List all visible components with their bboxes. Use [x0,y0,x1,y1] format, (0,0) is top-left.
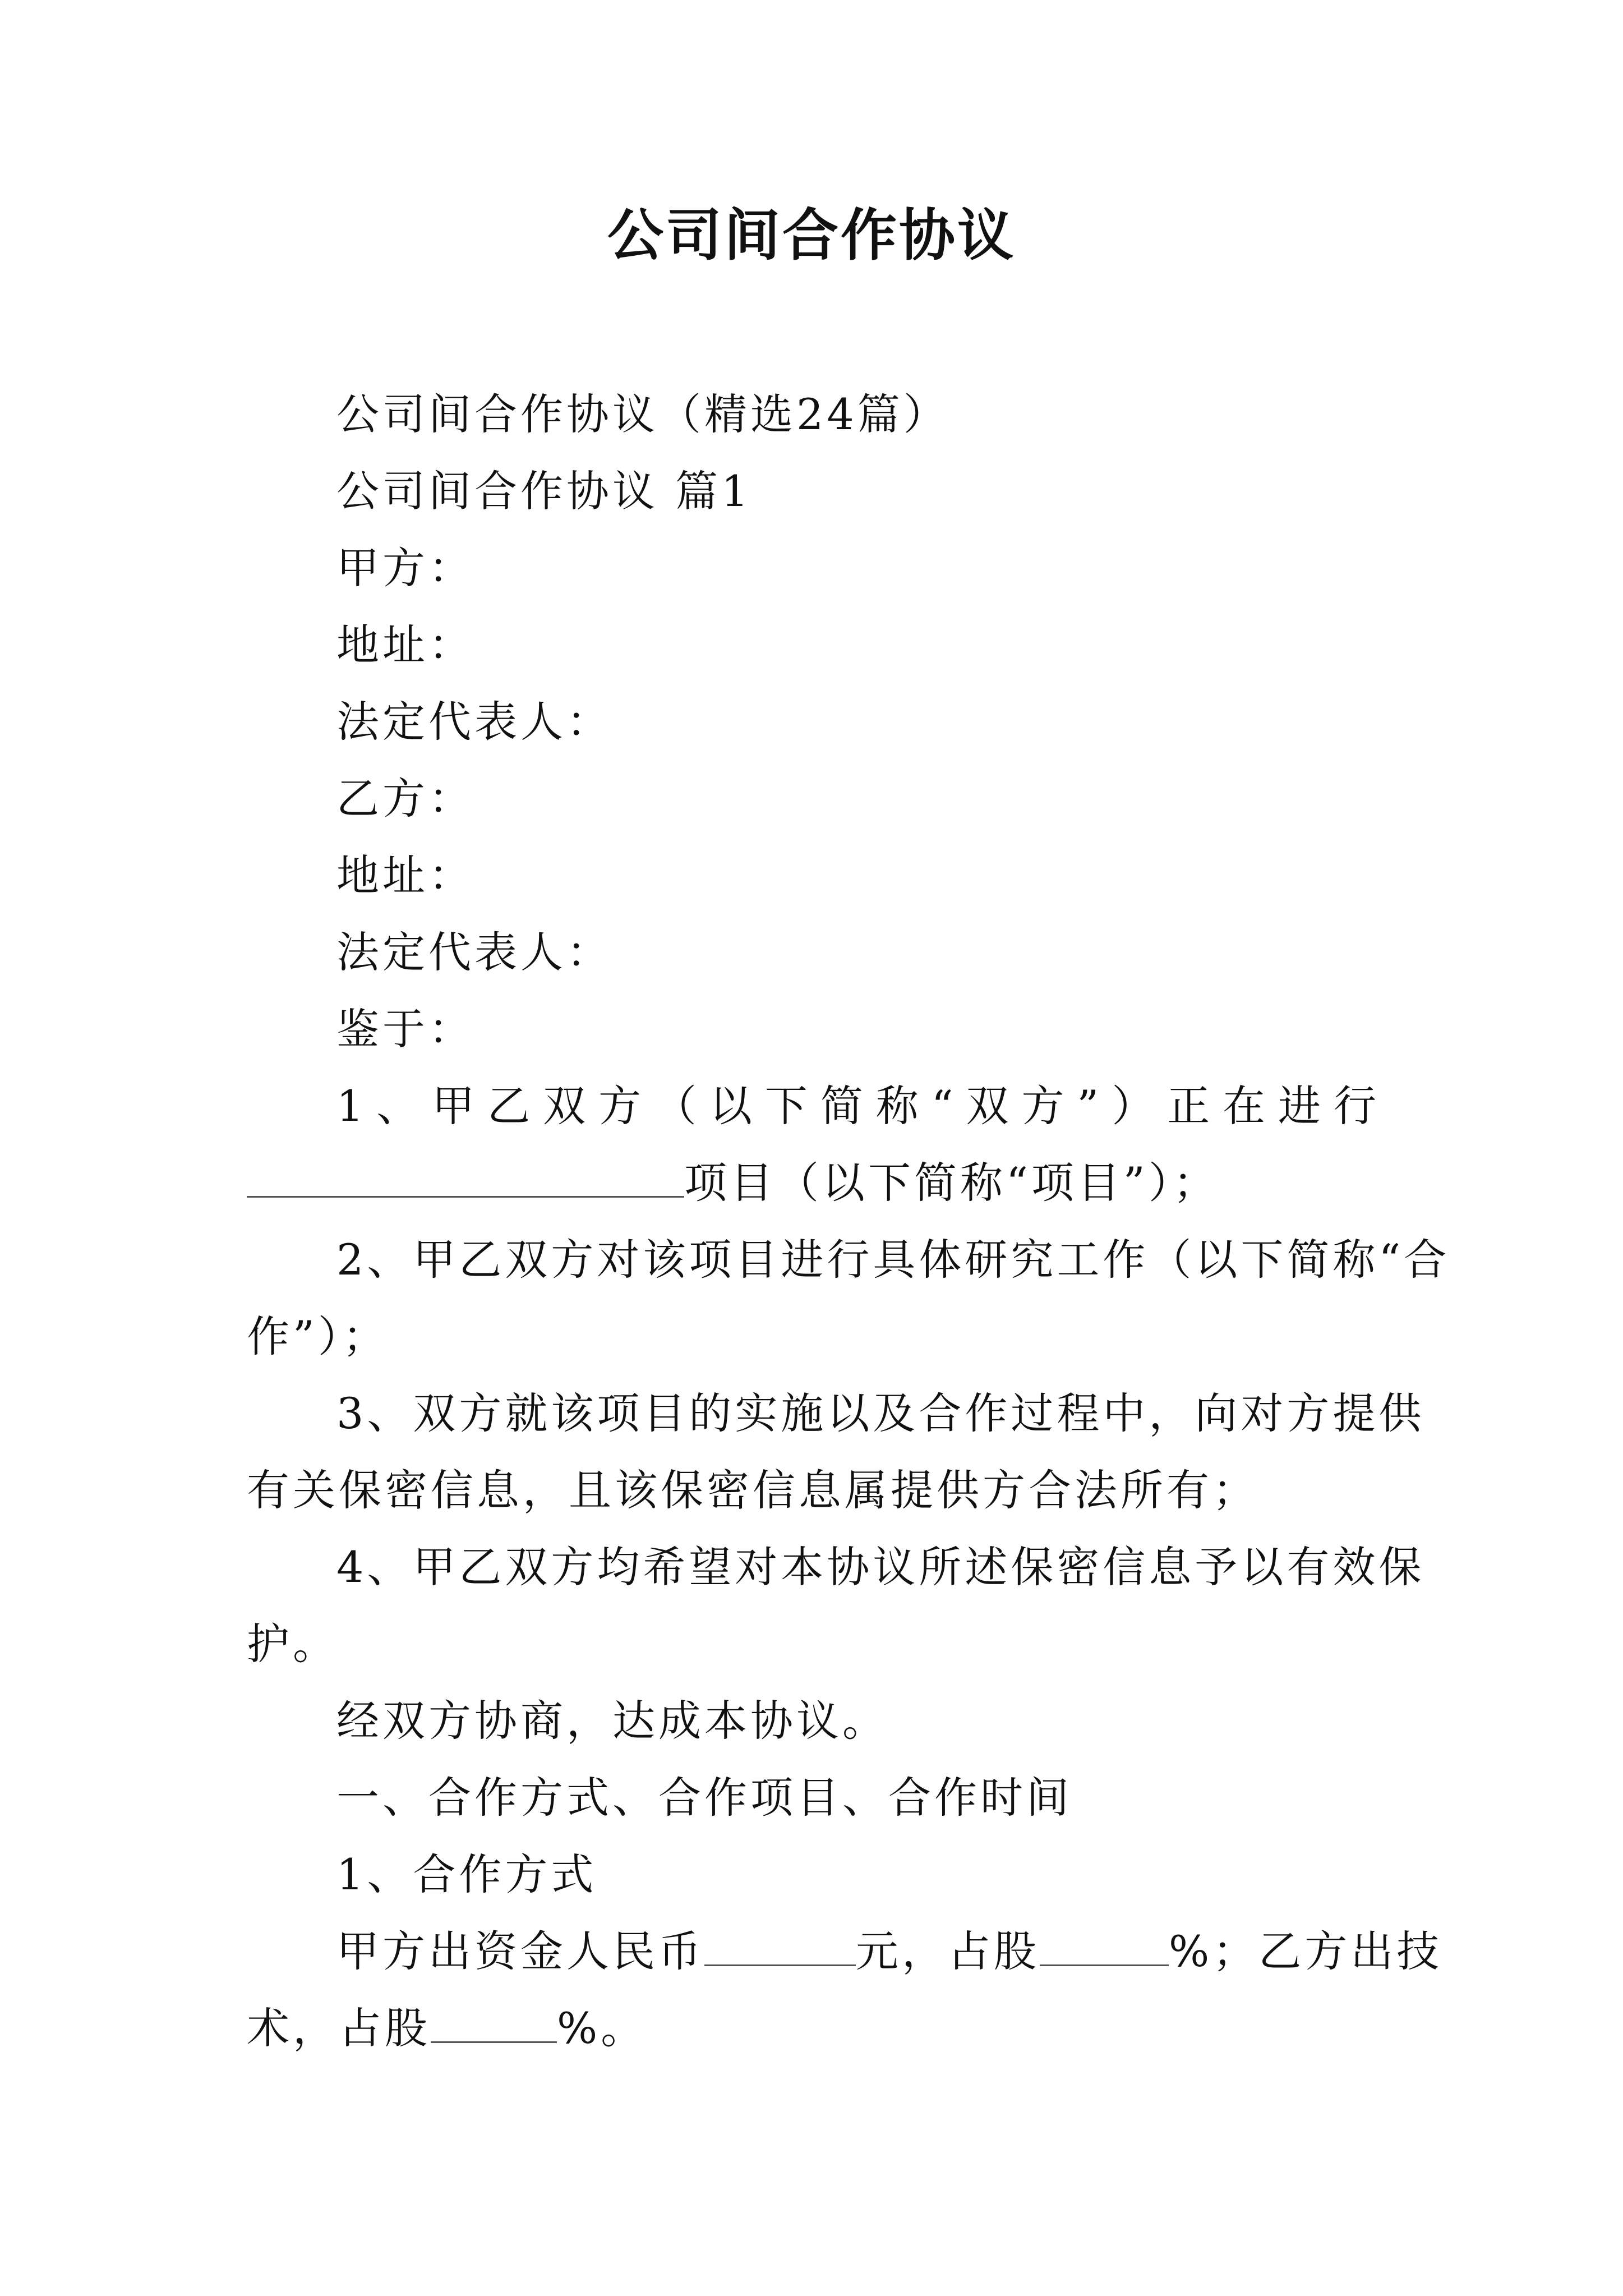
clause-2-line-1: 2、甲乙双方对该项目进行具体研究工作（以下简称“合 [336,1235,1450,1285]
section-heading: 公司间合作协议 篇1 [336,466,752,516]
whereas-label: 鉴于： [336,1004,474,1054]
party-a-address-label: 地址： [336,620,474,670]
article-1-heading: 一、合作方式、合作项目、合作时间 [336,1773,1072,1823]
party-b-representative-label: 法定代表人： [336,927,612,977]
clause-1-line-2 [247,1144,1380,1221]
clause-4-line-1: 4、甲乙双方均希望对本协议所述保密信息予以有效保 [336,1542,1425,1592]
investment-text-d: 术，占股 [247,2003,431,2053]
party-a-representative-label: 法定代表人： [336,697,612,747]
clause-3-line-1: 3、双方就该项目的实施以及合作过程中，向对方提供 [336,1388,1425,1438]
clause-3-line-2: 有关保密信息，且该保密信息属提供方合法所有； [247,1465,1258,1515]
party-a-label: 甲方： [336,543,474,593]
party-b-label: 乙方： [336,774,474,823]
investment-text-b: 元，占股 [856,1926,1040,1976]
party-b-share-blank [431,1996,557,2043]
investment-text-a: 甲方出资金人民币 [336,1926,704,1976]
subtitle-line: 公司间合作协议（精选24篇） [336,389,949,439]
party-a-share-blank [1040,1920,1169,1966]
party-b-address-label: 地址： [336,850,474,900]
clause-4-line-2: 护。 [247,1619,339,1669]
investment-line-2 [247,1990,1380,2067]
document-title: 公司间合作协议 [607,203,1016,268]
clause-1-line-1: 1、甲乙双方（以下简称“双方”）正在进行 [336,1081,1380,1131]
agreement-statement: 经双方协商，达成本协议。 [336,1696,888,1746]
document-body [247,376,1450,2067]
investment-text-e: %。 [557,2003,647,2053]
investment-line-1 [247,1913,1443,1990]
clause-1-tail: 项目（以下简称“项目”）； [684,1158,1219,1208]
article-1-item-1-heading: 1、合作方式 [336,1849,597,1899]
clause-2-line-2: 作”）； [247,1312,389,1361]
capital-amount-blank [704,1920,856,1966]
project-name-blank [247,1151,684,1198]
investment-text-c: %；乙方出技 [1169,1926,1443,1976]
